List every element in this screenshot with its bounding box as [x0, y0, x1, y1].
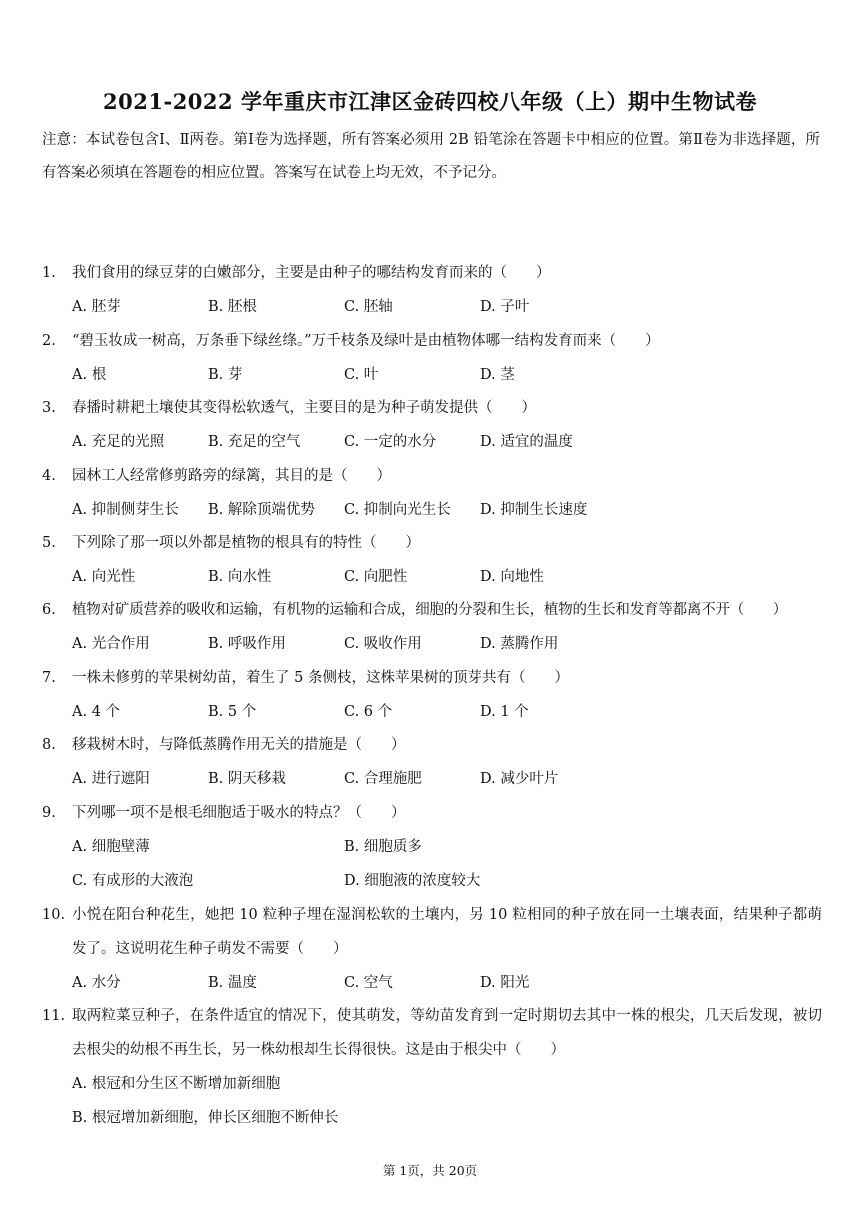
option-a: A. 进行遮阳: [72, 771, 150, 787]
option-d: D. 阳光: [480, 975, 530, 991]
question-number: 5.: [42, 535, 56, 551]
option-b: B. 胚根: [208, 299, 257, 315]
option-a: A. 充足的光照: [72, 434, 165, 450]
exam-notice: 注意：本试卷包含Ⅰ、Ⅱ两卷。第Ⅰ卷为选择题，所有答案必须用 2B 铅笔涂在答题卡中相应的位置。第Ⅱ卷为非选择题，所有答案必须填在答题卷的相应位置。答案写在试卷上均无效，不予记分。: [42, 132, 820, 181]
options-row: [72, 762, 822, 796]
question-text: 植物对矿质营养的吸收和运输，有机物的运输和合成，细胞的分裂和生长，植物的生长和发育等都离不开（ ）: [72, 602, 787, 618]
question-number: 11.: [42, 1008, 66, 1024]
option-d: D. 减少叶片: [480, 771, 559, 787]
question-text: 我们食用的绿豆芽的白嫩部分，主要是由种子的哪结构发育而来的（ ）: [72, 265, 551, 281]
option-a: A. 胚芽: [72, 299, 121, 315]
question-number: 6.: [42, 602, 56, 618]
options-row: [72, 966, 822, 1000]
options-row: [72, 1067, 822, 1101]
option-d: D. 1 个: [480, 704, 529, 720]
options-row: [72, 864, 822, 898]
question-number: 8.: [42, 737, 56, 753]
options-row: [72, 830, 822, 864]
question-text: “碧玉妆成一树高，万条垂下绿丝绦。”万千枝条及绿叶是由植物体哪一结构发育而来（ ）: [72, 333, 660, 349]
option-d: D. 细胞液的浓度较大: [344, 873, 481, 889]
option-c: C. 抑制向光生长: [344, 502, 451, 518]
question-text: 下列哪一项不是根毛细胞适于吸水的特点？（ ）: [72, 805, 406, 821]
question-number: 1.: [42, 265, 56, 281]
option-a: A. 细胞壁薄: [72, 839, 150, 855]
option-b: B. 呼吸作用: [208, 636, 286, 652]
question-text: 春播时耕耙土壤使其变得松软透气，主要目的是为种子萌发提供（ ）: [72, 400, 536, 416]
option-c: C. 向肥性: [344, 569, 408, 585]
options-row: [72, 627, 822, 661]
option-b: B. 细胞质多: [344, 839, 422, 855]
option-c: C. 吸收作用: [344, 636, 422, 652]
option-b: B. 温度: [208, 975, 257, 991]
option-a: A. 光合作用: [72, 636, 150, 652]
option-d: D. 抑制生长速度: [480, 502, 588, 518]
question-number: 2.: [42, 333, 56, 349]
option-d: D. 向地性: [480, 569, 544, 585]
question-number: 9.: [42, 805, 56, 821]
option-a: A. 向光性: [72, 569, 136, 585]
option-c: C. 胚轴: [344, 299, 393, 315]
options-row: [72, 560, 822, 594]
option-c: C. 有成形的大液泡: [72, 873, 194, 889]
options-row: [72, 493, 822, 527]
option-b: B. 芽: [208, 367, 243, 383]
option-d: D. 蒸腾作用: [480, 636, 559, 652]
option-a: A. 根冠和分生区不断增加新细胞: [72, 1076, 281, 1092]
question-number: 4.: [42, 468, 56, 484]
question-number: 3.: [42, 400, 56, 416]
option-c: C. 一定的水分: [344, 434, 437, 450]
option-b: B. 5 个: [208, 704, 257, 720]
options-row: [72, 695, 822, 729]
option-b: B. 根冠增加新细胞，伸长区细胞不断伸长: [72, 1110, 339, 1126]
options-row: [72, 1101, 822, 1135]
option-c: C. 6 个: [344, 704, 393, 720]
option-b: B. 阴天移栽: [208, 771, 286, 787]
question-number: 10.: [42, 907, 66, 923]
question-text: 小悦在阳台种花生，她把 10 粒种子埋在湿润松软的土壤内，另 10 粒相同的种子放在同一土壤表面，结果种子都萌发了。这说明花生种子萌发不需要（ ）: [72, 907, 822, 957]
option-d: D. 茎: [480, 367, 515, 383]
option-d: D. 子叶: [480, 299, 530, 315]
option-c: C. 合理施肥: [344, 771, 422, 787]
option-a: A. 4 个: [72, 704, 121, 720]
option-b: B. 解除顶端优势: [208, 502, 315, 518]
option-d: D. 适宜的温度: [480, 434, 573, 450]
options-row: [72, 290, 822, 324]
question-text: 园林工人经常修剪路旁的绿篱，其目的是（ ）: [72, 468, 391, 484]
question-text: 一株未修剪的苹果树幼苗，着生了 5 条侧枝，这株苹果树的顶芽共有（ ）: [72, 670, 569, 686]
page-footer: 第 1页，共 20页: [382, 1163, 478, 1178]
option-b: B. 向水性: [208, 569, 272, 585]
options-row: [72, 358, 822, 392]
option-a: A. 水分: [72, 975, 121, 991]
question-number: 7.: [42, 670, 56, 686]
option-c: C. 空气: [344, 975, 393, 991]
option-b: B. 充足的空气: [208, 434, 301, 450]
options-row: [72, 425, 822, 459]
option-a: A. 根: [72, 367, 107, 383]
question-text: 下列除了那一项以外都是植物的根具有的特性（ ）: [72, 535, 420, 551]
question-text: 取两粒菜豆种子，在条件适宜的情况下，使其萌发，等幼苗发育到一定时期切去其中一株的根尖，几天后发现，被切去根尖的幼根不再生长，另一株幼根却生长得很快。这是由于根尖中（ ）: [72, 1008, 822, 1058]
option-c: C. 叶: [344, 367, 379, 383]
option-a: A. 抑制侧芽生长: [72, 502, 179, 518]
question-text: 移栽树木时，与降低蒸腾作用无关的措施是（ ）: [72, 737, 406, 753]
exam-title: 2021-2022 学年重庆市江津区金砖四校八年级（上）期中生物试卷: [103, 89, 757, 114]
